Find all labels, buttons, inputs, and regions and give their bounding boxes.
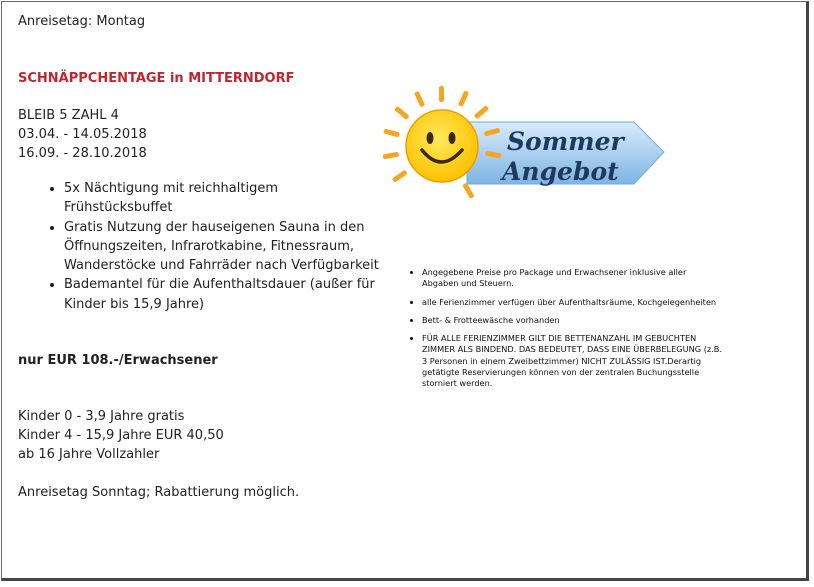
arrival-day-text: Anreisetag: Montag <box>18 14 146 29</box>
children-price-2: Kinder 4 - 15,9 Jahre EUR 40,50 <box>18 428 224 443</box>
period-2: 16.09. - 28.10.2018 <box>18 146 147 161</box>
note-item: • Angegebene Preise pro Package und Erwachsener inklusive aller Abgaben und Steuern. <box>422 267 722 290</box>
children-price-3: ab 16 Jahre Vollzahler <box>18 447 160 462</box>
note-item: • alle Ferienzimmer verfügen über Aufenthaltsräume, Kochgelegenheiten <box>422 297 722 308</box>
children-price-1: Kinder 0 - 3,9 Jahre gratis <box>18 409 185 424</box>
deal-text: BLEIB 5 ZAHL 4 <box>18 108 119 123</box>
inclusion-item: • 5x Nächtigung mit reichhaltigem Frühstücksbuffet <box>64 179 384 218</box>
sun-eye-right <box>449 132 456 144</box>
sommer-angebot-logo <box>372 84 668 200</box>
notes-list <box>400 267 722 397</box>
logo-text-angebot: Angebot <box>502 157 619 186</box>
period-1: 03.04. - 14.05.2018 <box>18 127 147 142</box>
sun-eye-left <box>427 132 434 144</box>
sun-icon <box>406 110 478 182</box>
inclusion-item: • Gratis Nutzung der hauseigenen Sauna in den Öffnungszeiten, Infrarotkabine, Fitnessraum, Wanderstöcke und Fahrräder nach Verfügbarkeit <box>64 218 384 276</box>
inclusion-item: • Bademantel für die Aufenthaltsdauer (außer für Kinder bis 15,9 Jahre) <box>64 275 384 314</box>
inclusions-list <box>42 179 384 314</box>
note-item: • Bett- & Frotteewäsche vorhanden <box>422 315 722 326</box>
logo-text-sommer: Sommer <box>507 127 624 156</box>
price-text: nur EUR 108.-/Erwachsener <box>18 353 218 368</box>
offer-title: SCHNÄPPCHENTAGE in MITTERNDORF <box>18 71 295 86</box>
sunday-note: Anreisetag Sonntag; Rabattierung möglich. <box>18 485 300 500</box>
note-item: • FÜR ALLE FERIENZIMMER GILT DIE BETTENANZAHL IM GEBUCHTEN ZIMMER ALS BINDEND. DAS BEDEUTET, DASS EINE ÜBERBELEGUNG (z.B. 3 Personen in einem Zweibettzimmer) NICHT ZULÄSSIG IST.Derartig getätigte Reservierungen können von der zentralen Buchungsstelle storniert werden. <box>422 333 722 389</box>
